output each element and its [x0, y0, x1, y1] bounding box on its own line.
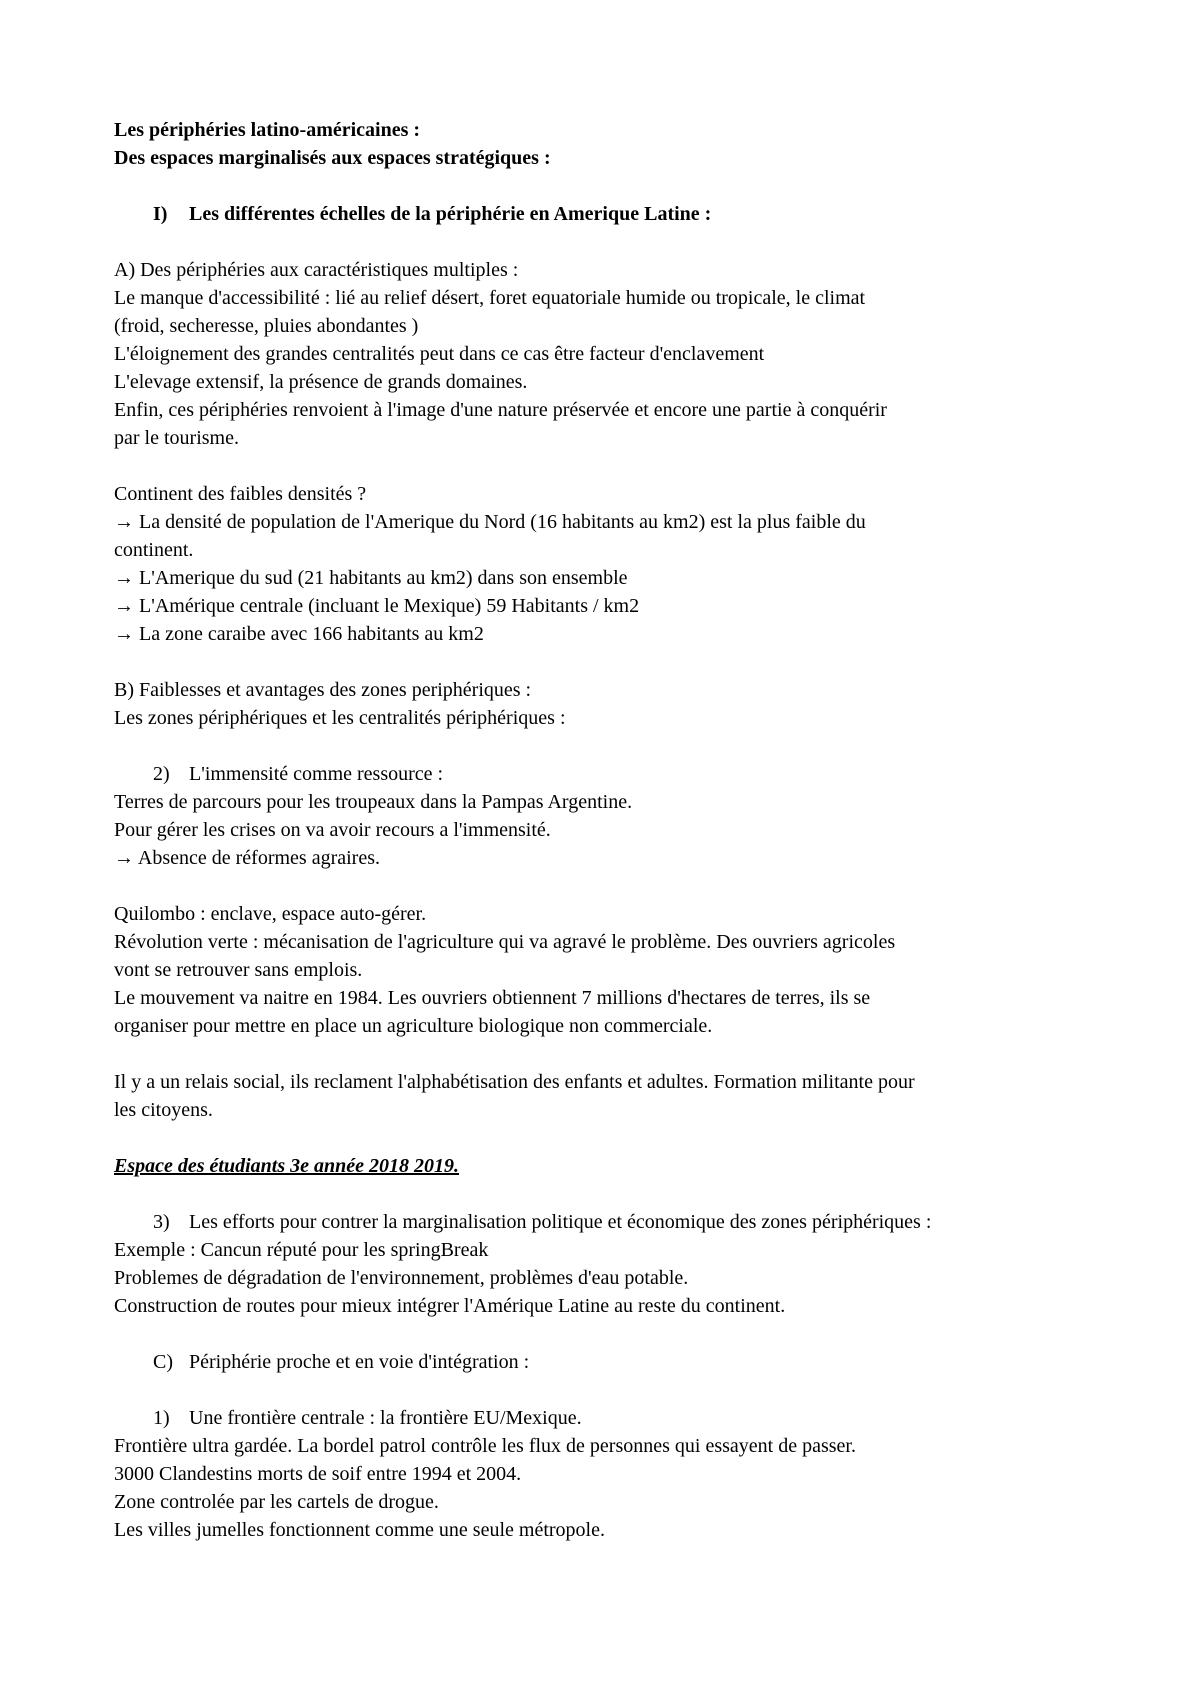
quilombo-line-2: Révolution verte : mécanisation de l'agriculture qui va agravé le problème. Des ouvriers agricoles [114, 931, 896, 953]
item-3-line-3: Construction de routes pour mieux intégrer l'Amérique Latine au reste du continent. [114, 1295, 786, 1317]
spacer [114, 172, 1120, 200]
item-1-line-3: Zone controlée par les cartels de drogue. [114, 1491, 439, 1513]
item-3-line-1: Exemple : Cancun réputé pour les springBreak [114, 1239, 489, 1261]
density-item-4: → La zone caraibe avec 166 habitants au km2 [114, 623, 484, 645]
section-1-heading-text: Les différentes échelles de la périphérie en Amerique Latine : [189, 203, 712, 225]
spacer [114, 732, 1120, 760]
quilombo-line-2-cont: vont se retrouver sans emplois. [114, 959, 363, 981]
item-2-line-1: Terres de parcours pour les troupeaux dans la Pampas Argentine. [114, 791, 633, 813]
item-1-heading-text: Une frontière centrale : la frontière EU/Mexique. [189, 1407, 582, 1429]
density-item-1-cont: continent. [114, 539, 194, 561]
section-1-marker: I) [153, 203, 168, 225]
part-a-paragraph-4: Enfin, ces périphéries renvoient à l'image d'une nature préservée et encore une partie à conquérir [114, 399, 887, 421]
spacer [114, 1180, 1120, 1208]
item-1-line-2: 3000 Clandestins morts de soif entre 1994 et 2004. [114, 1463, 522, 1485]
part-b-subheading: Les zones périphériques et les centralités périphériques : [114, 707, 566, 729]
title-line-1: Les périphéries latino-américaines : [114, 119, 421, 141]
item-3-heading [114, 1208, 1120, 1236]
spacer [114, 648, 1120, 676]
item-1-line-4: Les villes jumelles fonctionnent comme une seule métropole. [114, 1519, 605, 1541]
quilombo-line-3: Le mouvement va naitre en 1984. Les ouvriers obtiennent 7 millions d'hectares de terres, ils se [114, 987, 871, 1009]
spacer [114, 1124, 1120, 1152]
spacer [114, 872, 1120, 900]
spacer [114, 1320, 1120, 1348]
density-item-2: → L'Amerique du sud (21 habitants au km2) dans son ensemble [114, 567, 628, 589]
quilombo-line-3-cont: organiser pour mettre en place un agriculture biologique non commerciale. [114, 1015, 713, 1037]
part-c-heading [114, 1348, 1120, 1376]
item-3-marker: 3) [153, 1211, 170, 1233]
item-1-marker: 1) [153, 1407, 170, 1429]
section-1-heading [114, 200, 1120, 228]
item-2-line-2: Pour gérer les crises on va avoir recours a l'immensité. [114, 819, 551, 841]
density-item-3: → L'Amérique centrale (incluant le Mexique) 59 Habitants / km2 [114, 595, 640, 617]
item-2-line-3: → Absence de réformes agraires. [114, 847, 380, 869]
densities-heading: Continent des faibles densités ? [114, 483, 367, 505]
item-1-heading [114, 1404, 1120, 1432]
spacer [114, 452, 1120, 480]
part-a-paragraph-1-cont: (froid, secheresse, pluies abondantes ) [114, 315, 419, 337]
spacer [114, 1376, 1120, 1404]
title-line-2: Des espaces marginalisés aux espaces stratégiques : [114, 147, 551, 169]
item-1-line-1: Frontière ultra gardée. La bordel patrol contrôle les flux de personnes qui essayent de passer. [114, 1435, 856, 1457]
part-a-paragraph-2: L'éloignement des grandes centralités peut dans ce cas être facteur d'enclavement [114, 343, 765, 365]
density-item-1: → La densité de population de l'Amerique du Nord (16 habitants au km2) est la plus faible du [114, 511, 866, 533]
item-3-line-2: Problemes de dégradation de l'environnement, problèmes d'eau potable. [114, 1267, 689, 1289]
relais-line-1-cont: les citoyens. [114, 1099, 213, 1121]
part-b-heading: B) Faiblesses et avantages des zones periphériques : [114, 679, 532, 701]
part-a-heading: A) Des périphéries aux caractéristiques multiples : [114, 259, 519, 281]
quilombo-line-1: Quilombo : enclave, espace auto-gérer. [114, 903, 427, 925]
part-a-paragraph-1: Le manque d'accessibilité : lié au relief désert, foret equatoriale humide ou tropicale, le climat [114, 287, 866, 309]
part-a-paragraph-3: L'elevage extensif, la présence de grands domaines. [114, 371, 528, 393]
student-space-banner: Espace des étudiants 3e année 2018 2019. [114, 1155, 459, 1177]
part-c-heading-text: Périphérie proche et en voie d'intégration : [189, 1351, 530, 1373]
item-3-heading-text: Les efforts pour contrer la marginalisation politique et économique des zones périphériques : [189, 1211, 932, 1233]
item-2-heading [114, 760, 1120, 788]
relais-line-1: Il y a un relais social, ils reclament l'alphabétisation des enfants et adultes. Formation militante pour [114, 1071, 915, 1093]
item-2-marker: 2) [153, 763, 170, 785]
spacer [114, 1040, 1120, 1068]
spacer [114, 228, 1120, 256]
part-a-paragraph-4-cont: par le tourisme. [114, 427, 239, 449]
item-2-heading-text: L'immensité comme ressource : [189, 763, 444, 785]
part-c-marker: C) [153, 1351, 173, 1373]
